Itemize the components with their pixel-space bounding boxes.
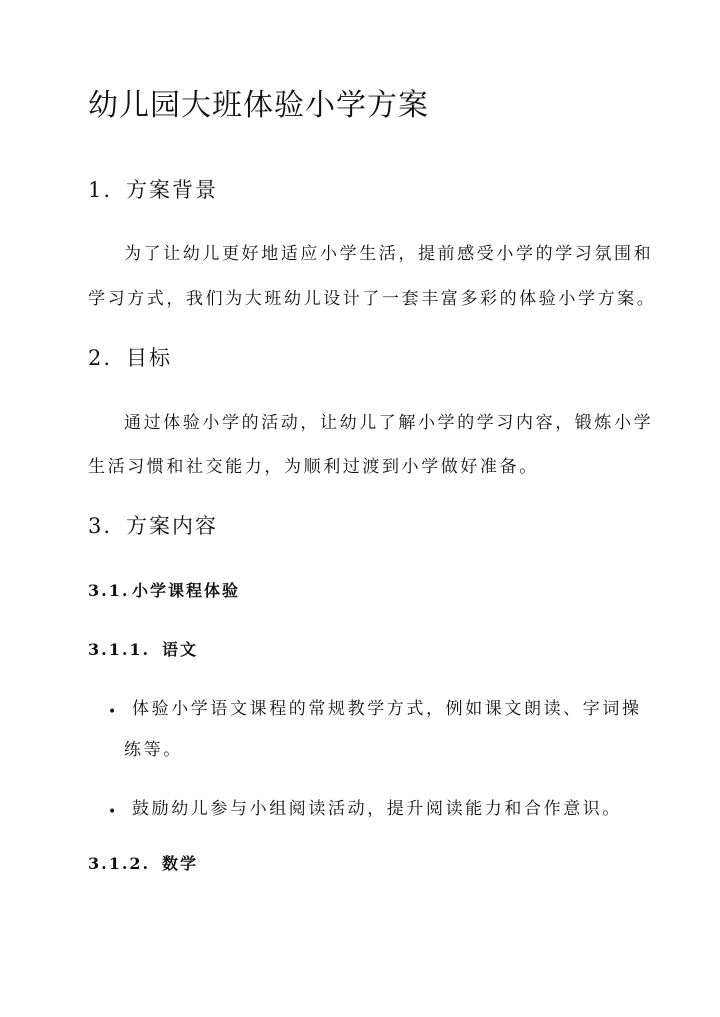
subsection-heading-3-1-2 (88, 853, 198, 875)
bullet-marker-2: • (108, 804, 117, 820)
document-title: 幼儿园大班体验小学方案 (88, 88, 429, 123)
section-2-paragraph-line-1: 通过体验小学的活动，让幼儿了解小学的学习内容，锻炼小学 (124, 413, 654, 433)
bullet-marker-1: • (108, 704, 117, 720)
subsection-heading-3-1 (88, 580, 240, 602)
subsection-title-3-1-2: 数学 (162, 854, 199, 873)
section-heading-2 (88, 344, 172, 372)
subsection-number-3-1-1: 3.1.1. (88, 640, 151, 659)
subsection-title-3-1: 小学课程体验 (132, 581, 241, 600)
section-title-1: 方案背景 (126, 178, 218, 202)
section-number-1: 1. (88, 178, 113, 202)
bullet-1-line-2: 练等。 (124, 740, 183, 760)
section-2-paragraph-line-2: 生活习惯和社交能力，为顺利过渡到小学做好准备。 (88, 457, 539, 477)
subsection-number-3-1: 3.1. (88, 581, 130, 600)
section-1-paragraph-line-1: 为了让幼儿更好地适应小学生活，提前感受小学的学习氛围和 (124, 244, 654, 264)
subsection-title-3-1-1: 语文 (162, 640, 199, 659)
subsection-heading-3-1-1 (88, 639, 198, 661)
subsection-number-3-1-2: 3.1.2. (88, 854, 151, 873)
bullet-2-line-1: 鼓励幼儿参与小组阅读活动，提升阅读能力和合作意识。 (132, 799, 622, 819)
bullet-1-line-1: 体验小学语文课程的常规教学方式，例如课文朗读、字词操 (132, 699, 642, 719)
section-title-3: 方案内容 (126, 514, 218, 538)
section-title-2: 目标 (126, 346, 172, 370)
section-1-paragraph-line-2: 学习方式，我们为大班幼儿设计了一套丰富多彩的体验小学方案。 (88, 289, 657, 309)
section-number-3: 3. (88, 514, 113, 538)
section-number-2: 2. (88, 346, 113, 370)
section-heading-3 (88, 512, 218, 540)
section-heading-1 (88, 176, 218, 204)
